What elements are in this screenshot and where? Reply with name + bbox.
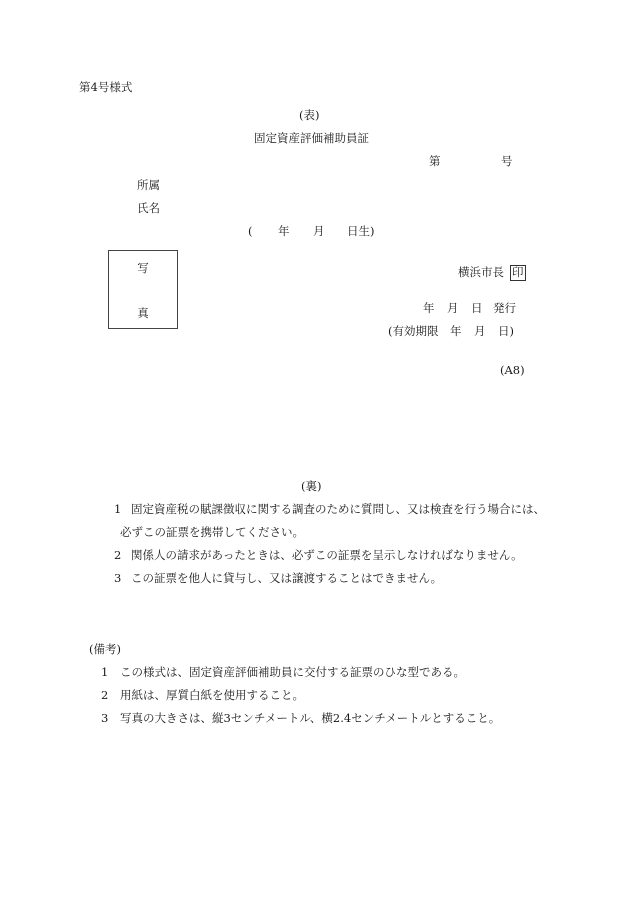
back-item-text: 関係人の請求があったときは、必ずこの証票を呈示しなければなりません。	[131, 548, 523, 562]
issue-date-day: 日	[471, 301, 483, 315]
issue-date-issued: 発行	[493, 301, 516, 315]
form-number: 第4号様式	[79, 80, 133, 94]
front-side-label: (表)	[299, 108, 320, 122]
validity-year: 年	[450, 324, 462, 338]
remark-text: 写真の大きさは、縦3センチメートル、横2.4センチメートルとすること。	[120, 711, 501, 725]
affiliation-label: 所属	[137, 178, 160, 192]
remark-number: 2	[101, 688, 109, 702]
issuer-line	[458, 265, 526, 281]
back-item-number: 3	[114, 571, 122, 585]
card-title: 固定資産評価補助員証	[254, 131, 369, 145]
validity-month: 月	[474, 324, 486, 338]
remark-text: この様式は、固定資産評価補助員に交付する証票のひな型である。	[120, 665, 465, 679]
remark-text: 用紙は、厚質白紙を使用すること。	[120, 688, 304, 702]
back-item-text: 固定資産税の賦課徴収に関する調査のために質問し、又は検査を行う場合には、	[131, 502, 545, 516]
issue-date-month: 月	[447, 301, 459, 315]
remark-number: 3	[101, 711, 109, 725]
validity-open: (有効期限	[388, 324, 439, 338]
photo-char-1: 写	[137, 261, 149, 275]
serial-suffix: 号	[501, 154, 513, 168]
validity-day-close: 日)	[498, 324, 514, 338]
back-item-text-continued: 必ずこの証票を携帯してください。	[120, 525, 304, 539]
birth-date-day-suffix: 日生)	[347, 224, 375, 238]
serial-prefix: 第	[429, 154, 441, 168]
back-side-label: (裏)	[301, 479, 322, 493]
issue-date-year: 年	[423, 301, 435, 315]
photo-box	[108, 250, 178, 329]
seal-icon: 印	[512, 265, 524, 279]
birth-date-open: (	[248, 224, 253, 238]
back-item-number: 2	[114, 548, 122, 562]
birth-date-month: 月	[313, 224, 325, 238]
name-label: 氏名	[137, 201, 160, 215]
back-item-text: この証票を他人に貸与し、又は譲渡することはできません。	[131, 571, 443, 585]
birth-date-year: 年	[278, 224, 290, 238]
remarks-heading: (備考)	[89, 642, 121, 656]
size-note: (A8)	[500, 363, 525, 377]
remark-number: 1	[101, 665, 109, 679]
photo-char-2: 真	[137, 306, 149, 320]
back-item-number: 1	[114, 502, 122, 516]
issuer: 横浜市長	[458, 265, 504, 279]
